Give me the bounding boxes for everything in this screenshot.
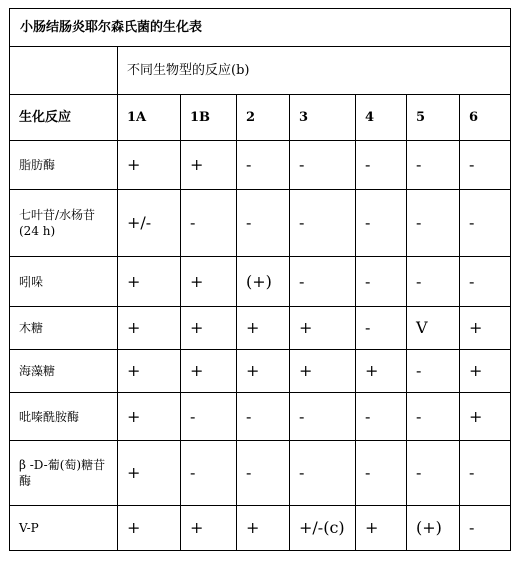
result-cell: + — [181, 141, 237, 190]
result-cell: + — [290, 350, 356, 393]
result-cell: - — [460, 441, 511, 506]
reaction-name: 海藻糖 — [10, 350, 118, 393]
result-cell: - — [356, 393, 407, 441]
column-header: 6 — [460, 95, 511, 141]
result-cell: +/-(c) — [290, 506, 356, 551]
result-cell: + — [181, 307, 237, 350]
result-cell: + — [181, 350, 237, 393]
title-row — [10, 9, 511, 47]
result-cell: + — [460, 307, 511, 350]
column-header: 1B — [181, 95, 237, 141]
column-header: 3 — [290, 95, 356, 141]
reaction-name: V-P — [10, 506, 118, 551]
result-cell: + — [356, 350, 407, 393]
biochemical-table — [9, 8, 511, 551]
result-cell: +/- — [118, 190, 181, 257]
result-cell: + — [237, 506, 290, 551]
result-cell: - — [356, 441, 407, 506]
column-header: 2 — [237, 95, 290, 141]
result-cell: + — [118, 393, 181, 441]
table-row — [10, 506, 511, 551]
result-cell: - — [237, 190, 290, 257]
result-cell: + — [356, 506, 407, 551]
result-cell: + — [118, 441, 181, 506]
table-row — [10, 393, 511, 441]
result-cell: - — [407, 257, 460, 307]
column-header-row — [10, 95, 511, 141]
result-cell: + — [237, 307, 290, 350]
result-cell: + — [460, 393, 511, 441]
result-cell: + — [181, 506, 237, 551]
result-cell: (+) — [407, 506, 460, 551]
empty-corner-cell — [10, 47, 118, 95]
result-cell: + — [118, 141, 181, 190]
result-cell: V — [407, 307, 460, 350]
reaction-name: 木糖 — [10, 307, 118, 350]
result-cell: - — [290, 257, 356, 307]
column-header: 5 — [407, 95, 460, 141]
result-cell: + — [290, 307, 356, 350]
result-cell: - — [237, 141, 290, 190]
result-cell: - — [290, 190, 356, 257]
table-row — [10, 441, 511, 506]
result-cell: + — [118, 307, 181, 350]
result-cell: - — [407, 141, 460, 190]
reaction-name: 脂肪酶 — [10, 141, 118, 190]
result-cell: - — [356, 190, 407, 257]
result-cell: - — [460, 190, 511, 257]
table-row — [10, 190, 511, 257]
result-cell: - — [356, 141, 407, 190]
row-header-label: 生化反应 — [10, 95, 118, 141]
result-cell: + — [181, 257, 237, 307]
table-row — [10, 257, 511, 307]
result-cell: - — [181, 393, 237, 441]
column-header: 1A — [118, 95, 181, 141]
result-cell: + — [460, 350, 511, 393]
result-cell: - — [407, 393, 460, 441]
reaction-name: 吲哚 — [10, 257, 118, 307]
result-cell: + — [237, 350, 290, 393]
result-cell: - — [237, 393, 290, 441]
result-cell: + — [118, 506, 181, 551]
result-cell: - — [407, 350, 460, 393]
group-header-row — [10, 47, 511, 95]
result-cell: + — [118, 350, 181, 393]
result-cell: - — [460, 257, 511, 307]
result-cell: (+) — [237, 257, 290, 307]
result-cell: - — [290, 441, 356, 506]
result-cell: - — [356, 257, 407, 307]
result-cell: - — [460, 141, 511, 190]
result-cell: - — [407, 441, 460, 506]
result-cell: - — [290, 141, 356, 190]
result-cell: - — [460, 506, 511, 551]
result-cell: - — [356, 307, 407, 350]
result-cell: - — [181, 190, 237, 257]
reaction-name: 吡嗪酰胺酶 — [10, 393, 118, 441]
result-cell: - — [237, 441, 290, 506]
table-title: 小肠结肠炎耶尔森氏菌的生化表 — [10, 9, 511, 47]
table-row — [10, 307, 511, 350]
column-header: 4 — [356, 95, 407, 141]
table-row — [10, 141, 511, 190]
reaction-name: β -D-葡(萄)糖苷酶 — [19, 458, 106, 488]
result-cell: + — [118, 257, 181, 307]
reaction-name: 七叶苷/水杨苷 (24 h) — [19, 208, 96, 238]
biotype-group-header: 不同生物型的反应(b) — [118, 47, 511, 95]
table-row — [10, 350, 511, 393]
result-cell: - — [407, 190, 460, 257]
result-cell: - — [181, 441, 237, 506]
result-cell: - — [290, 393, 356, 441]
